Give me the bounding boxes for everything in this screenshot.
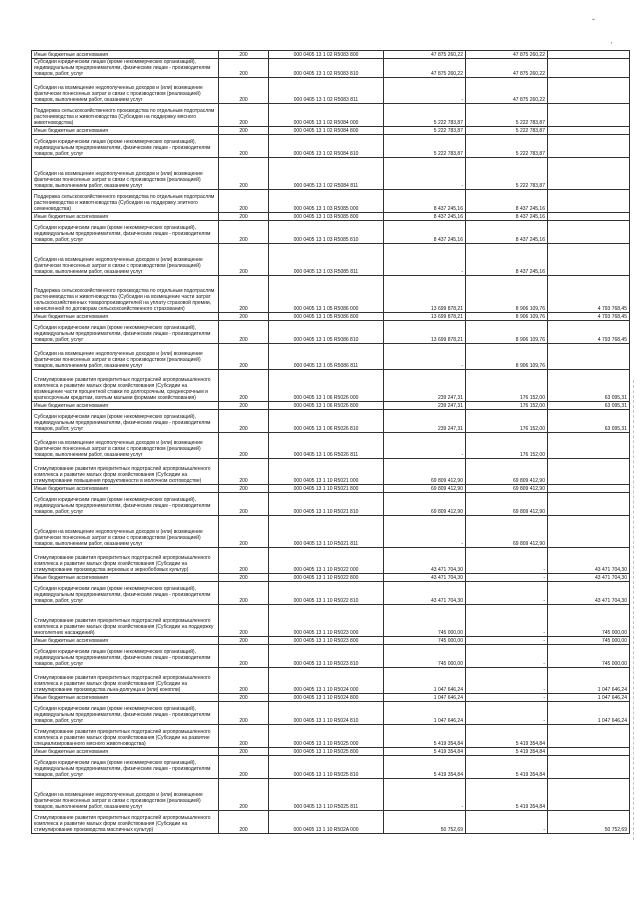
remaining-amount-cell: 1 047 646,24	[548, 702, 630, 725]
kbk-cell: 000 0405 13 1 10 R5024 810	[269, 702, 384, 725]
name-cell: Субсидии на возмещение недополученных доходов и (или) возмещение фактически понесенных затрат в связи с производством (реализацией) товаров, выполнением работ, оказанием услуг	[32, 78, 219, 104]
assigned-amount-cell: -	[384, 158, 466, 190]
table-row	[32, 313, 630, 321]
name-cell: Поддержка сельскохозяйственного производства по отдельным подотраслям растениеводства и животноводства (Субсидии на поддержку элитного семеноводства)	[32, 190, 219, 213]
table-row	[32, 756, 630, 779]
table-row	[32, 344, 630, 370]
code-cell: 200	[219, 78, 269, 104]
name-cell: Субсидии юридическим лицам (кроме некоммерческих организаций), индивидуальным предпринимателям, физическим лицам - производителям товаров, работ, услуг	[32, 221, 219, 244]
scan-dash-mark: -	[592, 14, 595, 24]
kbk-cell: 000 0405 13 1 10 R5025 000	[269, 725, 384, 748]
assigned-amount-cell: 13 699 878,21	[384, 321, 466, 344]
remaining-amount-cell	[548, 725, 630, 748]
code-cell: 200	[219, 433, 269, 459]
table-row	[32, 127, 630, 135]
executed-amount-cell: 8 437 245,16	[466, 244, 548, 276]
name-cell: Субсидии юридическим лицам (кроме некоммерческих организаций), индивидуальным предпринимателям, физическим лицам - производителям товаров, работ, услуг	[32, 410, 219, 433]
name-cell: Субсидии юридическим лицам (кроме некоммерческих организаций), индивидуальным предпринимателям, физическим лицам - производителям товаров, работ, услуг	[32, 135, 219, 158]
name-cell: Иные бюджетные ассигнования	[32, 694, 219, 702]
table-row	[32, 725, 630, 748]
name-cell: Субсидии на возмещение недополученных доходов и (или) возмещение фактически понесенных затрат в связи с производством (реализацией) товаров, выполнением работ, оказанием услуг	[32, 244, 219, 276]
kbk-cell: 000 0405 13 1 10 R5021 810	[269, 493, 384, 516]
executed-amount-cell: 5 419 354,84	[466, 725, 548, 748]
assigned-amount-cell: 1 047 646,24	[384, 694, 466, 702]
assigned-amount-cell: 5 222 783,87	[384, 104, 466, 127]
kbk-cell: 000 0405 13 1 10 R5023 810	[269, 645, 384, 668]
code-cell: 200	[219, 485, 269, 493]
remaining-amount-cell	[548, 51, 630, 59]
kbk-cell: 000 0405 13 1 03 R5085 800	[269, 213, 384, 221]
remaining-amount-cell	[548, 158, 630, 190]
code-cell: 200	[219, 51, 269, 59]
executed-amount-cell: 5 419 354,84	[466, 779, 548, 811]
assigned-amount-cell: 50 752,69	[384, 811, 466, 834]
remaining-amount-cell: 745 000,00	[548, 645, 630, 668]
kbk-cell: 000 0405 13 1 06 R5026 810	[269, 410, 384, 433]
kbk-cell: 000 0405 13 1 02 R5084 000	[269, 104, 384, 127]
assigned-amount-cell: 43 471 704,30	[384, 548, 466, 574]
kbk-cell: 000 0405 13 1 10 R5023 000	[269, 605, 384, 637]
assigned-amount-cell: 5 222 783,87	[384, 135, 466, 158]
name-cell: Субсидии юридическим лицам (кроме некоммерческих организаций), индивидуальным предпринимателям, физическим лицам - производителям товаров, работ, услуг	[32, 493, 219, 516]
assigned-amount-cell: 745 000,00	[384, 605, 466, 637]
table-row	[32, 694, 630, 702]
code-cell: 200	[219, 548, 269, 574]
executed-amount-cell: -	[466, 702, 548, 725]
table-row	[32, 493, 630, 516]
kbk-cell: 000 0405 13 1 10 R5024 800	[269, 694, 384, 702]
executed-amount-cell: 8 906 109,76	[466, 344, 548, 370]
budget-execution-table	[31, 50, 630, 834]
remaining-amount-cell	[548, 756, 630, 779]
name-cell: Стимулирование развития приоритетных подотраслей агропромышленного комплекса и развитие малых форм хозяйствования (Субсидии на поддержку многолетних насаждений)	[32, 605, 219, 637]
assigned-amount-cell: 5 419 354,84	[384, 756, 466, 779]
code-cell: 200	[219, 313, 269, 321]
table-row	[32, 104, 630, 127]
executed-amount-cell: 69 809 412,90	[466, 459, 548, 485]
assigned-amount-cell: 47 875 260,22	[384, 59, 466, 78]
executed-amount-cell: -	[466, 694, 548, 702]
code-cell: 200	[219, 244, 269, 276]
remaining-amount-cell	[548, 459, 630, 485]
table-row	[32, 574, 630, 582]
code-cell: 200	[219, 370, 269, 402]
code-cell: 200	[219, 725, 269, 748]
kbk-cell: 000 0405 13 1 03 R5085 000	[269, 190, 384, 213]
kbk-cell: 000 0405 13 1 10 R5025 810	[269, 756, 384, 779]
assigned-amount-cell: 239 247,31	[384, 410, 466, 433]
kbk-cell: 000 0405 13 1 03 R5085 811	[269, 244, 384, 276]
name-cell: Поддержка сельскохозяйственного производства по отдельным подотраслям растениеводства и животноводства (Субсидии на поддержку мясного животноводства)	[32, 104, 219, 127]
table-row	[32, 59, 630, 78]
table-row	[32, 645, 630, 668]
executed-amount-cell: 5 222 783,87	[466, 104, 548, 127]
kbk-cell: 000 0405 13 1 02 R5083 811	[269, 78, 384, 104]
name-cell: Стимулирование развития приоритетных подотраслей агропромышленного комплекса и развитие малых форм хозяйствования (Субсидии на стимулирование повышения продуктивности в молочном скотоводстве)	[32, 459, 219, 485]
assigned-amount-cell: -	[384, 516, 466, 548]
assigned-amount-cell: 5 419 354,84	[384, 725, 466, 748]
kbk-cell: 000 0405 13 1 10 R5025 800	[269, 748, 384, 756]
table-row	[32, 244, 630, 276]
remaining-amount-cell: 745 000,00	[548, 605, 630, 637]
code-cell: 200	[219, 321, 269, 344]
code-cell: 200	[219, 190, 269, 213]
kbk-cell: 000 0405 13 1 03 R5085 810	[269, 221, 384, 244]
code-cell: 200	[219, 135, 269, 158]
remaining-amount-cell	[548, 779, 630, 811]
remaining-amount-cell	[548, 493, 630, 516]
executed-amount-cell: -	[466, 637, 548, 645]
name-cell: Иные бюджетные ассигнования	[32, 402, 219, 410]
code-cell: 200	[219, 582, 269, 605]
code-cell: 200	[219, 694, 269, 702]
kbk-cell: 000 0405 13 1 02 R5084 811	[269, 158, 384, 190]
executed-amount-cell: 176 152,00	[466, 410, 548, 433]
kbk-cell: 000 0405 13 1 10 R5021 000	[269, 459, 384, 485]
assigned-amount-cell: 5 222 783,87	[384, 127, 466, 135]
executed-amount-cell: -	[466, 605, 548, 637]
code-cell: 200	[219, 493, 269, 516]
scan-tick-mark: '	[611, 42, 613, 49]
kbk-cell: 000 0405 13 1 10 R5024 000	[269, 668, 384, 694]
table-row	[32, 702, 630, 725]
executed-amount-cell: -	[466, 582, 548, 605]
code-cell: 200	[219, 756, 269, 779]
table-row	[32, 276, 630, 313]
table-row	[32, 158, 630, 190]
name-cell: Иные бюджетные ассигнования	[32, 213, 219, 221]
code-cell: 200	[219, 779, 269, 811]
table-row	[32, 582, 630, 605]
kbk-cell: 000 0405 13 1 10 R5021 800	[269, 485, 384, 493]
kbk-cell: 000 0405 13 1 02 R5084 810	[269, 135, 384, 158]
table-row	[32, 370, 630, 402]
assigned-amount-cell: 239 247,31	[384, 370, 466, 402]
scan-edge-artifact	[633, 380, 638, 840]
remaining-amount-cell	[548, 485, 630, 493]
remaining-amount-cell: 43 471 704,30	[548, 582, 630, 605]
assigned-amount-cell: 43 471 704,30	[384, 582, 466, 605]
code-cell: 200	[219, 605, 269, 637]
remaining-amount-cell	[548, 516, 630, 548]
assigned-amount-cell: 69 809 412,90	[384, 493, 466, 516]
assigned-amount-cell: 745 000,00	[384, 645, 466, 668]
table-row	[32, 548, 630, 574]
remaining-amount-cell	[548, 221, 630, 244]
remaining-amount-cell: 43 471 704,30	[548, 574, 630, 582]
executed-amount-cell: 8 437 245,16	[466, 221, 548, 244]
remaining-amount-cell	[548, 135, 630, 158]
remaining-amount-cell: 50 752,69	[548, 811, 630, 834]
executed-amount-cell: -	[466, 811, 548, 834]
table-row	[32, 402, 630, 410]
table-row	[32, 779, 630, 811]
remaining-amount-cell: 745 000,00	[548, 637, 630, 645]
name-cell: Иные бюджетные ассигнования	[32, 637, 219, 645]
table-row	[32, 78, 630, 104]
name-cell: Стимулирование развития приоритетных подотраслей агропромышленного комплекса и развитие малых форм хозяйствования (Субсидии на возмещение части процентной ставки по долгосрочным, среднесрочным и краткосрочным кредитам, взятым малыми формами хозяйствования)	[32, 370, 219, 402]
code-cell: 200	[219, 748, 269, 756]
kbk-cell: 000 0405 13 1 06 R5026 800	[269, 402, 384, 410]
remaining-amount-cell	[548, 213, 630, 221]
table-row	[32, 135, 630, 158]
code-cell: 200	[219, 702, 269, 725]
kbk-cell: 000 0405 13 1 06 R5026 811	[269, 433, 384, 459]
executed-amount-cell: 5 222 783,87	[466, 158, 548, 190]
table-row	[32, 748, 630, 756]
executed-amount-cell: 47 875 260,22	[466, 59, 548, 78]
table-row	[32, 811, 630, 834]
assigned-amount-cell: 13 699 878,21	[384, 276, 466, 313]
executed-amount-cell: 176 152,00	[466, 433, 548, 459]
code-cell: 200	[219, 459, 269, 485]
executed-amount-cell: 8 906 109,76	[466, 276, 548, 313]
kbk-cell: 000 0405 13 1 10 R5022 000	[269, 548, 384, 574]
assigned-amount-cell: 1 047 646,24	[384, 702, 466, 725]
name-cell: Субсидии юридическим лицам (кроме некоммерческих организаций), индивидуальным предпринимателям, физическим лицам - производителям товаров, работ, услуг	[32, 582, 219, 605]
assigned-amount-cell: 1 047 646,24	[384, 668, 466, 694]
kbk-cell: 000 0405 13 1 02 R5083 810	[269, 59, 384, 78]
remaining-amount-cell: 43 471 704,30	[548, 548, 630, 574]
assigned-amount-cell: 239 247,31	[384, 402, 466, 410]
executed-amount-cell: 5 222 783,87	[466, 135, 548, 158]
code-cell: 200	[219, 645, 269, 668]
assigned-amount-cell: 13 699 878,21	[384, 313, 466, 321]
remaining-amount-cell: 1 047 646,24	[548, 668, 630, 694]
code-cell: 200	[219, 213, 269, 221]
name-cell: Стимулирование развития приоритетных подотраслей агропромышленного комплекса и развитие малых форм хозяйствования (Субсидии на стимулирование производства зерновых и зернобобовых культур)	[32, 548, 219, 574]
assigned-amount-cell: 8 437 245,16	[384, 213, 466, 221]
table-body	[32, 51, 630, 834]
remaining-amount-cell	[548, 104, 630, 127]
remaining-amount-cell	[548, 127, 630, 135]
executed-amount-cell: 69 809 412,90	[466, 493, 548, 516]
kbk-cell: 000 0405 13 1 02 R5084 800	[269, 127, 384, 135]
code-cell: 200	[219, 344, 269, 370]
executed-amount-cell: 69 809 412,90	[466, 485, 548, 493]
name-cell: Иные бюджетные ассигнования	[32, 485, 219, 493]
name-cell: Субсидии юридическим лицам (кроме некоммерческих организаций), индивидуальным предпринимателям, физическим лицам - производителям товаров, работ, услуг	[32, 59, 219, 78]
kbk-cell: 000 0405 13 1 10 R5021 811	[269, 516, 384, 548]
remaining-amount-cell	[548, 59, 630, 78]
table-row	[32, 433, 630, 459]
kbk-cell: 000 0405 13 1 05 R5086 800	[269, 313, 384, 321]
name-cell: Поддержка сельскохозяйственного производства по отдельным подотраслям растениеводства и животноводства (Субсидии на возмещение части затрат сельскохозяйственных товаропроизводителей на уплату страховой премии, начисленной по договорам сельскохозяйственного страхования)	[32, 276, 219, 313]
code-cell: 200	[219, 410, 269, 433]
remaining-amount-cell: 4 793 768,45	[548, 321, 630, 344]
table-row	[32, 637, 630, 645]
kbk-cell: 000 0405 13 1 05 R5086 810	[269, 321, 384, 344]
code-cell: 200	[219, 811, 269, 834]
assigned-amount-cell: -	[384, 78, 466, 104]
executed-amount-cell: 5 222 783,87	[466, 127, 548, 135]
remaining-amount-cell	[548, 190, 630, 213]
code-cell: 200	[219, 158, 269, 190]
code-cell: 200	[219, 221, 269, 244]
remaining-amount-cell: 4 793 768,45	[548, 313, 630, 321]
code-cell: 200	[219, 127, 269, 135]
table-row	[32, 459, 630, 485]
name-cell: Стимулирование развития приоритетных подотраслей агропромышленного комплекса и развитие малых форм хозяйствования (Субсидии на стимулирование производства льна-долгунца и (или) конопли)	[32, 668, 219, 694]
table-row	[32, 410, 630, 433]
remaining-amount-cell: 63 095,31	[548, 370, 630, 402]
assigned-amount-cell: 745 000,00	[384, 637, 466, 645]
kbk-cell: 000 0405 13 1 10 R502A 000	[269, 811, 384, 834]
name-cell: Иные бюджетные ассигнования	[32, 574, 219, 582]
table-row	[32, 213, 630, 221]
kbk-cell: 000 0405 13 1 06 R5026 000	[269, 370, 384, 402]
remaining-amount-cell	[548, 433, 630, 459]
table-row	[32, 516, 630, 548]
name-cell: Субсидии на возмещение недополученных доходов и (или) возмещение фактически понесенных затрат в связи с производством (реализацией) товаров, выполнением работ, оказанием услуг	[32, 344, 219, 370]
code-cell: 200	[219, 516, 269, 548]
table-row	[32, 221, 630, 244]
kbk-cell: 000 0405 13 1 10 R5025 811	[269, 779, 384, 811]
name-cell: Субсидии юридическим лицам (кроме некоммерческих организаций), индивидуальным предпринимателям, физическим лицам - производителям товаров, работ, услуг	[32, 321, 219, 344]
table-row	[32, 485, 630, 493]
executed-amount-cell: 47 875 260,22	[466, 78, 548, 104]
code-cell: 200	[219, 104, 269, 127]
name-cell: Субсидии юридическим лицам (кроме некоммерческих организаций), индивидуальным предпринимателям, физическим лицам - производителям товаров, работ, услуг	[32, 702, 219, 725]
executed-amount-cell: -	[466, 645, 548, 668]
assigned-amount-cell: -	[384, 244, 466, 276]
code-cell: 200	[219, 276, 269, 313]
name-cell: Субсидии на возмещение недополученных доходов и (или) возмещение фактически понесенных затрат в связи с производством (реализацией) товаров, выполнением работ, оказанием услуг	[32, 516, 219, 548]
executed-amount-cell: 47 875 260,22	[466, 51, 548, 59]
executed-amount-cell: 69 809 412,90	[466, 516, 548, 548]
executed-amount-cell: 176 152,00	[466, 370, 548, 402]
name-cell: Стимулирование развития приоритетных подотраслей агропромышленного комплекса и развитие малых форм хозяйствования (Субсидии на стимулирование производства масличных культур)	[32, 811, 219, 834]
assigned-amount-cell: 5 419 354,84	[384, 748, 466, 756]
remaining-amount-cell: 63 095,31	[548, 410, 630, 433]
table-row	[32, 321, 630, 344]
assigned-amount-cell: -	[384, 433, 466, 459]
remaining-amount-cell	[548, 344, 630, 370]
executed-amount-cell: 8 906 109,76	[466, 321, 548, 344]
name-cell: Субсидии на возмещение недополученных доходов и (или) возмещение фактически понесенных затрат в связи с производством (реализацией) товаров, выполнением работ, оказанием услуг	[32, 158, 219, 190]
code-cell: 200	[219, 637, 269, 645]
executed-amount-cell: -	[466, 668, 548, 694]
code-cell: 200	[219, 402, 269, 410]
table-row	[32, 605, 630, 637]
name-cell: Иные бюджетные ассигнования	[32, 313, 219, 321]
remaining-amount-cell	[548, 78, 630, 104]
name-cell: Субсидии на возмещение недополученных доходов и (или) возмещение фактически понесенных затрат в связи с производством (реализацией) товаров, выполнением работ, оказанием услуг	[32, 433, 219, 459]
executed-amount-cell: -	[466, 574, 548, 582]
table-row	[32, 190, 630, 213]
kbk-cell: 000 0405 13 1 10 R5022 810	[269, 582, 384, 605]
assigned-amount-cell: 47 875 260,22	[384, 51, 466, 59]
code-cell: 200	[219, 59, 269, 78]
kbk-cell: 000 0405 13 1 05 R5086 000	[269, 276, 384, 313]
executed-amount-cell: 5 419 354,84	[466, 748, 548, 756]
executed-amount-cell: -	[466, 548, 548, 574]
executed-amount-cell: 176 152,00	[466, 402, 548, 410]
remaining-amount-cell: 63 095,31	[548, 402, 630, 410]
name-cell: Иные бюджетные ассигнования	[32, 748, 219, 756]
assigned-amount-cell: 8 437 245,16	[384, 190, 466, 213]
kbk-cell: 000 0405 13 1 02 R5083 800	[269, 51, 384, 59]
remaining-amount-cell	[548, 748, 630, 756]
name-cell: Иные бюджетные ассигнования	[32, 51, 219, 59]
name-cell: Субсидии юридическим лицам (кроме некоммерческих организаций), индивидуальным предпринимателям, физическим лицам - производителям товаров, работ, услуг	[32, 645, 219, 668]
name-cell: Субсидии юридическим лицам (кроме некоммерческих организаций), индивидуальным предпринимателям, физическим лицам - производителям товаров, работ, услуг	[32, 756, 219, 779]
executed-amount-cell: 8 437 245,16	[466, 190, 548, 213]
code-cell: 200	[219, 668, 269, 694]
executed-amount-cell: 8 906 109,76	[466, 313, 548, 321]
assigned-amount-cell: 69 809 412,90	[384, 485, 466, 493]
assigned-amount-cell: 43 471 704,30	[384, 574, 466, 582]
kbk-cell: 000 0405 13 1 10 R5022 800	[269, 574, 384, 582]
remaining-amount-cell	[548, 244, 630, 276]
assigned-amount-cell: 69 809 412,90	[384, 459, 466, 485]
name-cell: Иные бюджетные ассигнования	[32, 127, 219, 135]
executed-amount-cell: 5 419 354,84	[466, 756, 548, 779]
code-cell: 200	[219, 574, 269, 582]
remaining-amount-cell: 1 047 646,24	[548, 694, 630, 702]
table-row	[32, 668, 630, 694]
table-row	[32, 51, 630, 59]
remaining-amount-cell: 4 793 768,45	[548, 276, 630, 313]
kbk-cell: 000 0405 13 1 10 R5023 800	[269, 637, 384, 645]
executed-amount-cell: 8 437 245,16	[466, 213, 548, 221]
assigned-amount-cell: 8 437 245,16	[384, 221, 466, 244]
name-cell: Субсидии на возмещение недополученных доходов и (или) возмещение фактически понесенных затрат в связи с производством (реализацией) товаров, выполнением работ, оказанием услуг	[32, 779, 219, 811]
assigned-amount-cell: -	[384, 344, 466, 370]
assigned-amount-cell: -	[384, 779, 466, 811]
kbk-cell: 000 0405 13 1 05 R5086 811	[269, 344, 384, 370]
name-cell: Стимулирование развития приоритетных подотраслей агропромышленного комплекса и развитие малых форм хозяйствования (Субсидии на развитие специализированного мясного животноводства)	[32, 725, 219, 748]
